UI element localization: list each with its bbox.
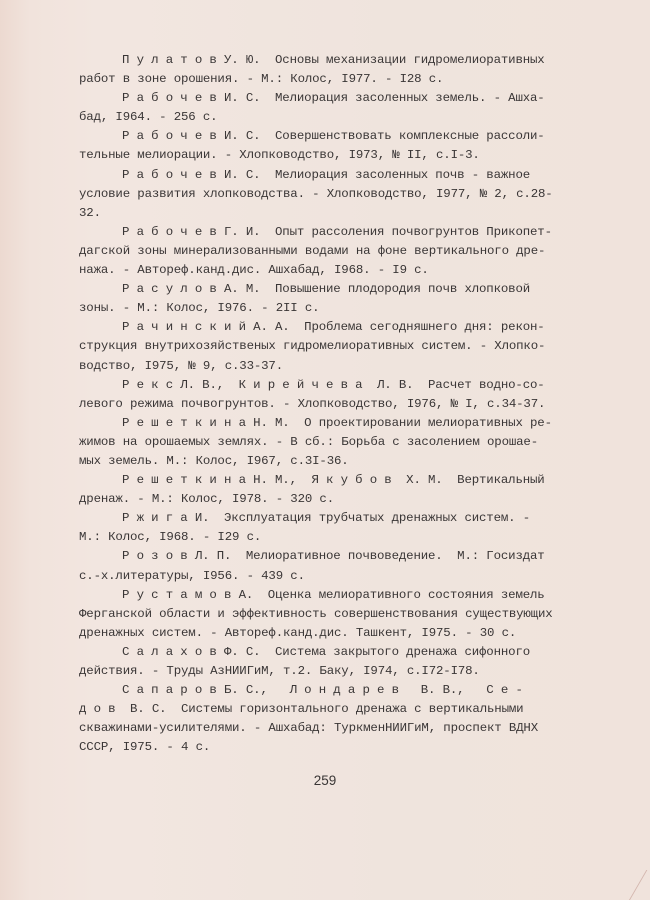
entry-continuation-line: д о в В. С. Системы горизонтального дренажа с вертикальными (79, 702, 524, 717)
entry-author-spaced: П у л а т о в (122, 53, 217, 67)
entry-author-spaced: Р ж и г а (122, 511, 188, 526)
entry-continuation-line: жимов на орошаемых землях. - В сб.: Борьба с засолением орошае- (79, 434, 538, 449)
entry-text: И. Эксплуатация трубчатых дренажных систем. - (194, 511, 531, 526)
entry-continuation-line: бад, I964. - 256 с. (79, 110, 218, 125)
entry-continuation-line: с.-х.литературы, I956. - 439 с. (79, 568, 305, 583)
bibliography-entry (79, 376, 584, 414)
entry-text: Н. М., Я к у б о в Х. М. Вертикальный (253, 473, 545, 488)
entry-continuation-line: дренажных систем. - Автореф.канд.дис. Ташкент, I975. - 30 с. (79, 625, 517, 640)
entry-first-line (79, 643, 584, 662)
entry-continuation-line: мых земель. М.: Колос, I967, с.3I-36. (79, 453, 349, 468)
entry-text: Л. П. Мелиоративное почвоведение. М.: Госиздат (194, 549, 545, 564)
entry-first-line (79, 166, 584, 185)
entry-continuation-line: нажа. - Автореф.канд.дис. Ашхабад, I968. - I9 с. (79, 263, 429, 278)
entry-first-line (79, 223, 584, 242)
bibliography-entry (79, 586, 584, 643)
entry-author-spaced: Р а б о ч е в (122, 167, 217, 182)
entry-continuation-line: Ферганской области и эффективность совершенствования существующих (79, 606, 553, 621)
entry-continuation-line: действия. - Труды АзНИИГиМ, т.2. Баку, I974, с.I72-I78. (79, 664, 480, 678)
entry-text: Л. В., К и р е й ч е в а Л. В. Расчет водно-со- (180, 377, 545, 392)
page-number: 259 (313, 773, 337, 788)
entry-first-line (79, 471, 584, 490)
bibliography-entry (79, 681, 584, 757)
entry-continuation-line: М.: Колос, I968. - I29 с. (79, 530, 262, 545)
entry-continuation-line: струкция внутрихозяйственых гидромелиоративных систем. - Хлопко- (79, 339, 546, 354)
bibliography-entry (79, 509, 584, 547)
entry-continuation-line: дренаж. - М.: Колос, I978. - 320 с. (79, 492, 334, 507)
entry-author-spaced: Р а б о ч е в (122, 91, 217, 106)
entry-continuation-line: СССР, I975. - 4 с. (79, 740, 211, 755)
entry-author-spaced: Р а ч и н с к и й (122, 320, 246, 335)
entry-text: И. С. Совершенствовать комплексные рассоли- (224, 129, 545, 144)
entry-first-line (79, 318, 584, 337)
entry-text: Ф. С. Система закрытого дренажа сифонного (224, 644, 531, 659)
entry-text: А. М. Повышение плодородия почв хлопковой (224, 282, 531, 297)
entry-author-spaced: С а п а р о в (122, 683, 217, 698)
bibliography-entry (79, 643, 584, 681)
entry-first-line (79, 89, 584, 108)
entry-continuation-line: 32. (79, 205, 101, 220)
entry-text: А. Оценка мелиоративного состояния земель (238, 587, 545, 602)
bibliography-entry (79, 471, 584, 509)
bibliography-entry (79, 166, 584, 223)
entry-first-line (79, 681, 584, 700)
entry-author-spaced: Р у с т а м о в (122, 587, 232, 602)
entry-continuation-line: скважинами-усилителями. - Ашхабад: ТуркменНИИГиМ, проспект ВДНХ (79, 721, 538, 736)
entry-continuation-line: зоны. - М.: Колос, I976. - 2II с. (79, 301, 320, 316)
entry-first-line (79, 414, 584, 433)
entry-continuation-line: условие развития хлопководства. - Хлопководство, I977, № 2, с.28- (79, 186, 553, 201)
entry-continuation-line: водство, I975, № 9, с.33-37. (79, 358, 283, 373)
entry-text: И. С. Мелиорация засоленных земель. - Ашха- (224, 91, 545, 106)
entry-text: У. Ю. Основы механизации гидромелиоративных (224, 53, 545, 67)
entry-text: И. С. Мелиорация засоленных почв - важное (224, 167, 531, 182)
entry-first-line (79, 586, 584, 605)
bibliography-entry (79, 89, 584, 127)
entry-author-spaced: Р а б о ч е в (122, 129, 217, 144)
entry-first-line (79, 376, 584, 395)
entry-author-spaced: Р е ш е т к и н а (122, 473, 246, 488)
entry-author-spaced: Р а с у л о в (122, 282, 217, 297)
bibliography-entry (79, 547, 584, 585)
entry-author-spaced: Р а б о ч е в (122, 224, 217, 239)
bibliography-entry (79, 51, 584, 89)
entry-author-spaced: С а л а х о в (122, 644, 217, 659)
bibliography-entry (79, 223, 584, 280)
entry-continuation-line: работ в зоне орошения. - М.: Колос, I977. - I28 с. (79, 72, 444, 87)
bibliography-entry (79, 280, 584, 318)
entry-author-spaced: Р о з о в (122, 549, 188, 564)
bibliography-entry (79, 414, 584, 471)
entry-first-line (79, 509, 584, 528)
entry-author-spaced: Р е ш е т к и н а (122, 415, 246, 430)
entry-first-line (79, 280, 584, 299)
entry-author-spaced: Р е к с (122, 377, 173, 392)
entry-continuation-line: левого режима почвогрунтов. - Хлопководство, I976, № I, с.34-37. (79, 396, 546, 411)
entry-text: Н. М. О проектировании мелиоративных ре- (253, 415, 552, 430)
page-corner-crease (629, 870, 650, 900)
entry-first-line (79, 51, 584, 70)
bibliography-entry (79, 127, 584, 165)
entry-first-line (79, 547, 584, 566)
entry-continuation-line: дагской зоны минерализованными водами на фоне вертикального дре- (79, 243, 546, 258)
entry-continuation-line: тельные мелиорации. - Хлопководство, I973, № II, с.I-3. (79, 148, 480, 163)
entry-text: А. А. Проблема сегодняшнего дня: рекон- (253, 320, 545, 335)
bibliography-entry (79, 318, 584, 375)
bibliography-list (79, 51, 584, 757)
entry-first-line (79, 127, 584, 146)
entry-text: Г. И. Опыт рассоления почвогрунтов Прикопет- (224, 224, 552, 239)
entry-text: Б. С., Л о н д а р е в В. В., С е - (224, 683, 523, 698)
